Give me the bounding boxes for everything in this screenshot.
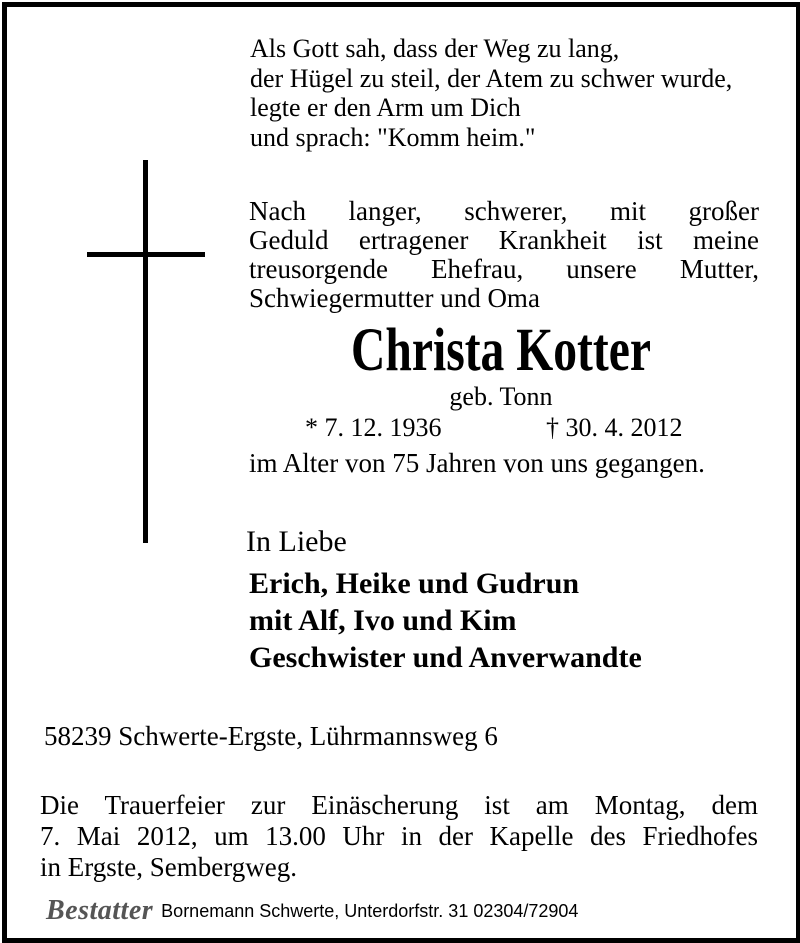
family-address: 58239 Schwerte-Ergste, Lührmannsweg 6: [44, 721, 498, 751]
poem: [250, 34, 732, 152]
deceased-name: Christa Kotter: [351, 317, 651, 384]
death-date: † 30. 4. 2012: [546, 413, 683, 442]
ceremony-line: in Ergste, Sembergweg.: [40, 852, 297, 882]
birth-date: * 7. 12. 1936: [305, 413, 442, 442]
undertaker-footer: [46, 896, 578, 926]
mourner-line: Geschwister und Anverwandte: [249, 641, 642, 674]
birth-name: geb. Tonn: [449, 382, 553, 411]
poem-line: der Hügel zu steil, der Atem zu schwer wurde,: [250, 63, 733, 93]
poem-line: legte er den Arm um Dich: [250, 93, 521, 122]
announcement-line: Nach langer, schwerer, mit großer: [249, 196, 759, 226]
announcement-text: [249, 197, 759, 313]
poem-line: Als Gott sah, dass der Weg zu lang,: [250, 34, 620, 63]
announcement-line: treusorgende Ehefrau, unsere Mutter,: [249, 254, 759, 284]
ceremony-line: 7. Mai 2012, um 13.00 Uhr in der Kapelle des Friedhofes: [40, 821, 758, 851]
mourners-list: [249, 565, 642, 676]
in-love-label: In Liebe: [246, 525, 347, 558]
undertaker-logo: Bestatter: [46, 895, 154, 926]
mourner-line: mit Alf, Ivo und Kim: [249, 604, 517, 637]
cross-vertical-bar: [143, 160, 148, 543]
undertaker-contact: Bornemann Schwerte, Unterdorfstr. 31 02304/72904: [161, 900, 579, 921]
announcement-line: Schwiegermutter und Oma: [249, 283, 540, 313]
age-line: im Alter von 75 Jahren von uns gegangen.: [249, 448, 705, 478]
mourner-line: Erich, Heike und Gudrun: [249, 567, 580, 600]
announcement-line: Geduld ertragener Krankheit ist meine: [249, 225, 759, 255]
cross-horizontal-bar: [87, 252, 205, 257]
ceremony-text: [40, 790, 758, 883]
ceremony-line: Die Trauerfeier zur Einäscherung ist am Montag, dem: [40, 790, 758, 820]
poem-line: und sprach: "Komm heim.": [250, 122, 536, 152]
